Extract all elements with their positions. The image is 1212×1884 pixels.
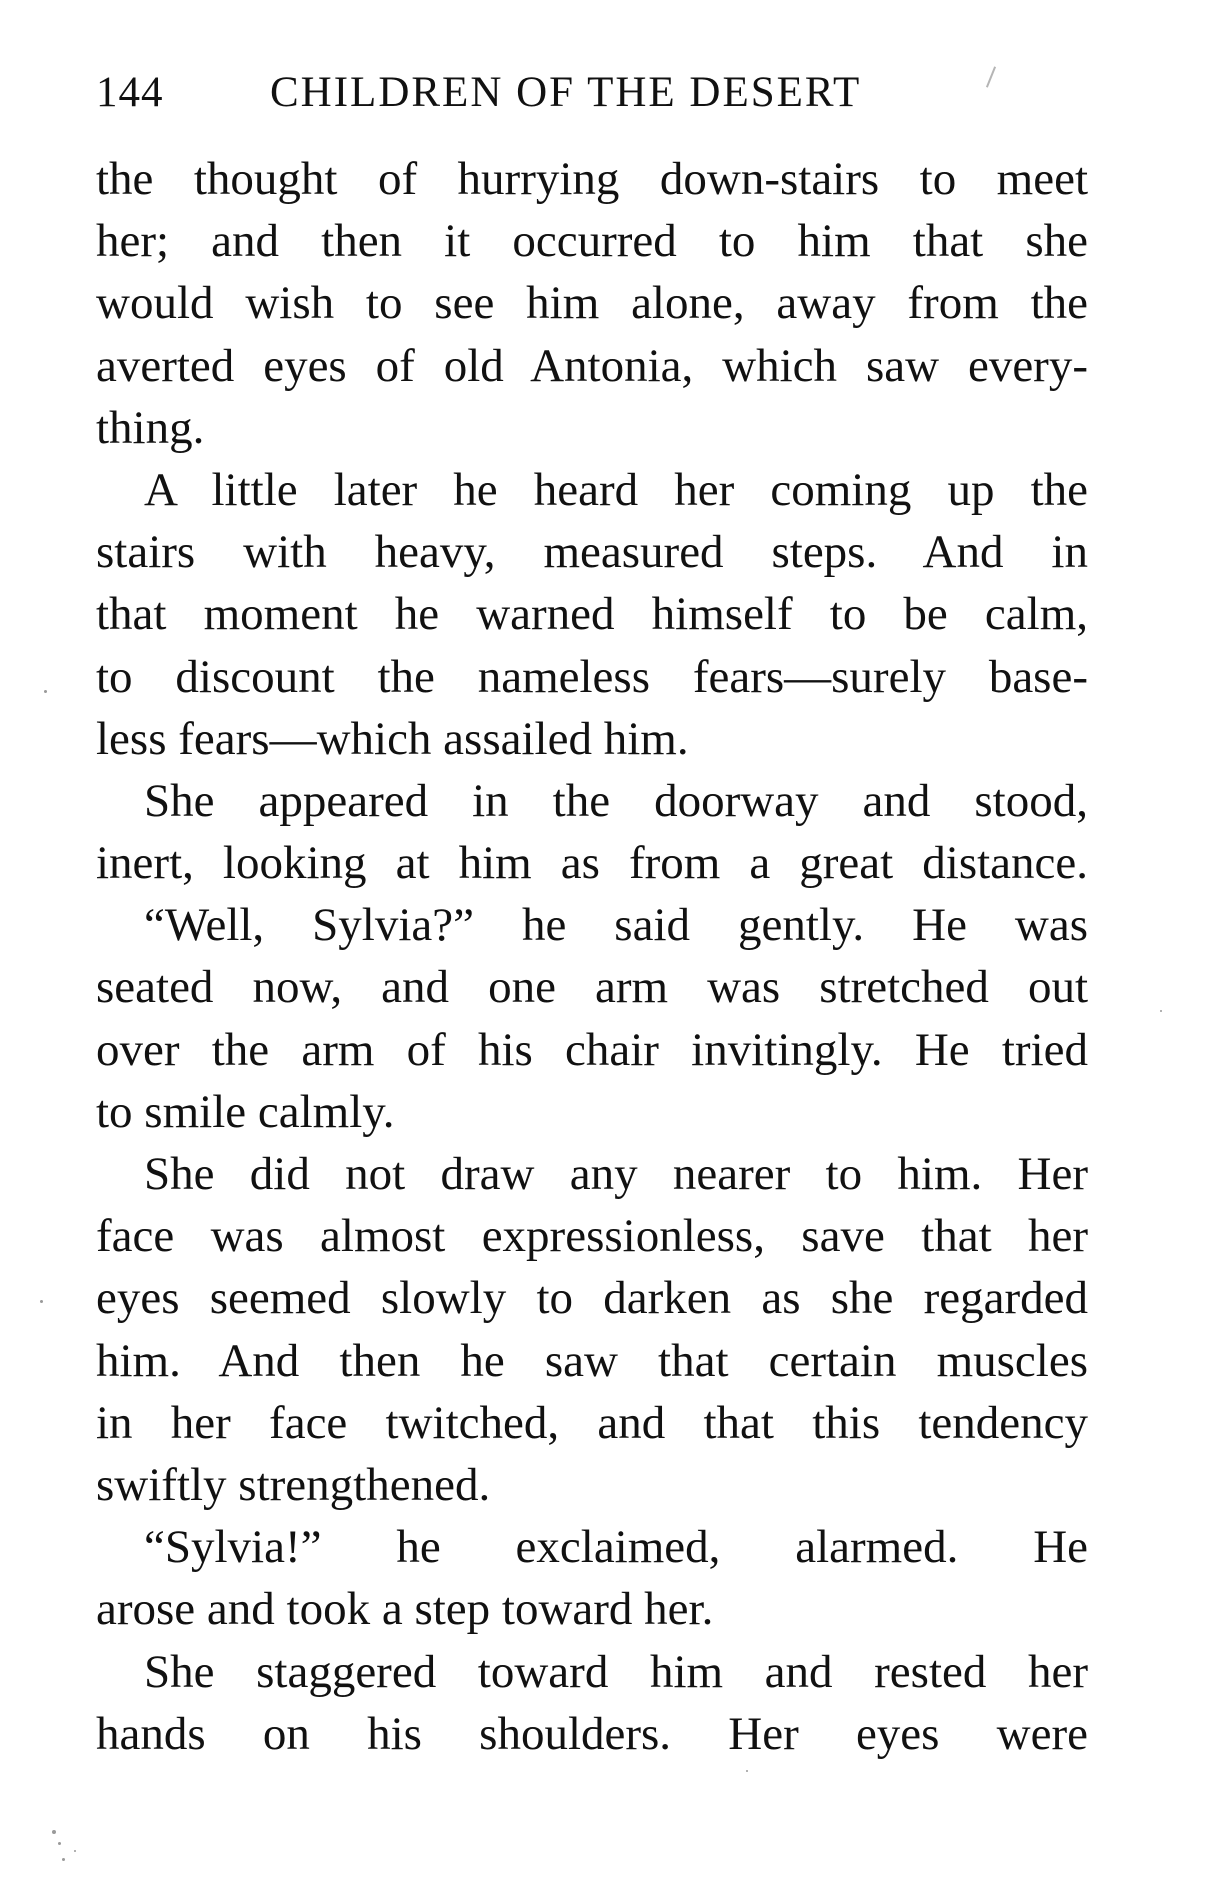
paper-speck xyxy=(1160,1010,1162,1012)
paper-speck xyxy=(52,1830,56,1834)
paper-speck xyxy=(44,690,47,693)
text-line: her; and then it occurred to him that she xyxy=(96,215,1088,268)
text-line: that moment he warned himself to be calm, xyxy=(96,588,1088,641)
text-line: averted eyes of old Antonia, which saw every- xyxy=(96,339,1088,392)
text-line: less fears—which assailed him. xyxy=(96,712,689,765)
page-number: 144 xyxy=(96,69,164,116)
text-line: swiftly strengthened. xyxy=(96,1458,491,1511)
running-title: CHILDREN OF THE DESERT xyxy=(270,69,862,116)
text-line: in her face twitched, and that this tendency xyxy=(96,1396,1088,1449)
text-line: would wish to see him alone, away from the xyxy=(96,277,1088,330)
text-line: to smile calmly. xyxy=(96,1085,395,1138)
text-line: seated now, and one arm was stretched out xyxy=(96,961,1088,1014)
text-line: the thought of hurrying down-stairs to meet xyxy=(96,153,1088,205)
text-line: A little later he heard her coming up the xyxy=(144,463,1088,516)
text-line: She staggered toward him and rested her xyxy=(144,1645,1088,1698)
body-text xyxy=(96,148,1088,1765)
text-line: him. And then he saw that certain muscles xyxy=(96,1334,1088,1387)
paper-speck xyxy=(74,1850,76,1852)
text-line: eyes seemed slowly to darken as she regarded xyxy=(96,1272,1088,1325)
text-line: thing. xyxy=(96,401,205,454)
paper-speck xyxy=(746,1770,748,1772)
text-line: She did not draw any nearer to him. Her xyxy=(144,1148,1088,1200)
text-line: inert, looking at him as from a great distance. xyxy=(96,837,1088,890)
text-line: to discount the nameless fears—surely base- xyxy=(96,650,1088,703)
text-line: face was almost expressionless, save that her xyxy=(96,1210,1088,1263)
text-line: “Sylvia!” he exclaimed, alarmed. He xyxy=(144,1521,1088,1574)
paper-speck xyxy=(40,1300,43,1303)
text-line: She appeared in the doorway and stood, xyxy=(144,774,1088,827)
text-line: hands on his shoulders. Her eyes were xyxy=(96,1707,1088,1760)
running-head xyxy=(96,58,1096,128)
text-line: “Well, Sylvia?” he said gently. He was xyxy=(144,899,1088,952)
text-line: stairs with heavy, measured steps. And in xyxy=(96,526,1088,579)
text-line: over the arm of his chair invitingly. He tried xyxy=(96,1023,1088,1076)
text-line: arose and took a step toward her. xyxy=(96,1583,714,1636)
paper-speck xyxy=(62,1858,65,1861)
paper-speck xyxy=(58,1842,61,1845)
